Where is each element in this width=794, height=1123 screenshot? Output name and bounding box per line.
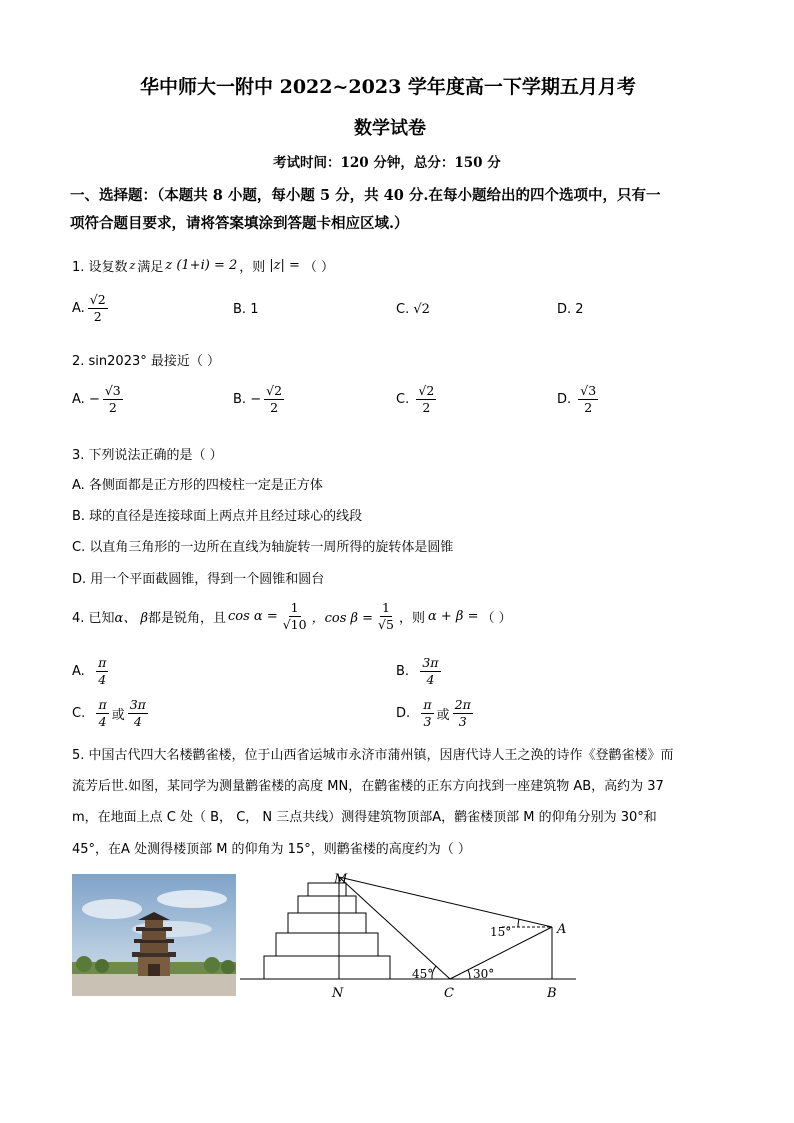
section-heading-line1: 一、选择题：（本题共 8 小题，每小题 5 分，共 40 分.在每小题给出的四个选项中，只有一 <box>70 187 661 204</box>
q4-b-den: 4 <box>426 672 435 688</box>
section-heading-line2: 项符合题目要求，请将答案填涂到答题卡相应区域.） <box>70 215 409 232</box>
q4-vars: α、 β <box>114 611 148 627</box>
q4-option-b <box>396 656 444 688</box>
label-angle-15: 15° <box>490 925 512 939</box>
label-angle-30: 30° <box>473 967 495 981</box>
q2-a-fraction <box>103 384 123 416</box>
question-5-line2: 流芳后世.如图，某同学为测量鹳雀楼的高度 MN，在鹳雀楼的正东方向找到一座建筑物 AB，高约为 37 <box>72 779 664 794</box>
q1-option-a-fraction <box>88 293 108 325</box>
segment-MC <box>339 877 450 979</box>
q4-d-fraction-1 <box>421 698 433 730</box>
q2-b-sign: − <box>250 392 262 408</box>
tower-tier-2 <box>276 933 378 956</box>
q1-option-b <box>233 302 258 317</box>
q3-option-a: A. 各侧面都是正方形的四棱柱一定是正方体 <box>72 478 323 493</box>
q4-c-num1: π <box>96 698 108 714</box>
label-N: N <box>332 986 344 1001</box>
q4-d-label: D. <box>396 706 411 722</box>
label-angle-45: 45° <box>412 967 434 981</box>
q4-d-or: 或 <box>436 708 450 724</box>
question-1-stem <box>72 256 334 275</box>
q1-a-num: √2 <box>88 293 108 309</box>
q2-d-label: D. <box>557 392 572 408</box>
q3-option-c: C. 以直角三角形的一边所在直线为轴旋转一周所得的旋转体是圆锥 <box>72 540 454 555</box>
q1-abs: |z| = <box>269 258 300 273</box>
q4-a-label: A. <box>72 664 85 680</box>
q3-option-b: B. 球的直径是连接球面上两点并且经过球心的线段 <box>72 509 363 524</box>
q4-b-num: 3π <box>420 656 440 672</box>
q2-c-den: 2 <box>422 400 431 416</box>
q1-option-c-label: C. <box>396 302 410 317</box>
label-C: C <box>444 986 454 1001</box>
geometry-diagram <box>236 866 580 1002</box>
q4-ask: α + β = <box>427 609 479 625</box>
q4-c-fraction-2 <box>128 698 148 730</box>
q2-option-b <box>233 384 287 416</box>
q4-mid: 都是锐角，且 <box>147 611 226 627</box>
q2-d-num: √3 <box>578 384 598 400</box>
q2-option-d <box>557 384 601 416</box>
q4-cos-alpha-fraction <box>281 601 309 633</box>
q4-d-num1: π <box>421 698 433 714</box>
q1-option-a-label: A. <box>72 301 85 317</box>
tower-tier-1 <box>264 956 390 979</box>
q2-c-num: √2 <box>416 384 436 400</box>
q1-option-a <box>72 293 111 325</box>
q2-a-label: A. <box>72 392 85 408</box>
question-5-line4: 45°，在A 处测得楼顶部 M 的仰角为 15°，则鹳雀楼的高度约为（ ） <box>72 842 471 857</box>
tower-tier-4 <box>298 896 356 913</box>
q4-cb-den: √5 <box>378 617 394 633</box>
q4-c-den2: 4 <box>133 714 142 730</box>
q4-d-num2: 2π <box>453 698 473 714</box>
q2-d-den: 2 <box>584 400 593 416</box>
q1-option-d <box>557 302 584 317</box>
q1-prefix: 1. 设复数 <box>72 260 128 275</box>
label-M: M <box>334 872 348 887</box>
question-3-stem: 3. 下列说法正确的是（ ） <box>72 448 223 463</box>
q4-d-den2: 3 <box>458 714 467 730</box>
q2-option-c <box>396 384 439 416</box>
q1-option-d-value: 2 <box>575 302 584 317</box>
question-5-line3: m，在地面上点 C 处（ B， C， N 三点共线）测得建筑物顶部A，鹳雀楼顶部 M 的仰角分别为 30°和 <box>72 810 657 825</box>
q1-a-den: 2 <box>93 309 102 325</box>
q2-b-label: B. <box>233 392 247 408</box>
q4-ca-den: √10 <box>282 617 307 633</box>
q1-blank: （ ） <box>303 260 335 275</box>
q2-d-fraction <box>578 384 598 416</box>
q4-c-den1: 4 <box>98 714 107 730</box>
q4-blank: （ ） <box>481 611 512 627</box>
question-2-stem: 2. sin2023° 最接近（ ） <box>72 354 221 369</box>
q2-b-num: √2 <box>264 384 284 400</box>
q1-condition: z (1+i) = 2 <box>165 258 238 273</box>
q4-b-fraction <box>420 656 440 688</box>
question-5-line1: 5. 中国古代四大名楼鹳雀楼，位于山西省运城市永济市蒲州镇，因唐代诗人王之涣的诗作《登鹳雀楼》而 <box>72 748 674 763</box>
page-subtitle: 数学试卷 <box>354 118 426 139</box>
q4-a-den: 4 <box>98 672 107 688</box>
page-title: 华中师大一附中 2022~2023 学年度高一下学期五月月考 <box>140 76 636 98</box>
angle-arc-30 <box>468 970 470 979</box>
angle-arc-15 <box>518 919 519 927</box>
q1-option-b-label: B. <box>233 302 247 317</box>
tower-tier-3 <box>288 913 366 933</box>
q1-option-b-value: 1 <box>250 302 259 317</box>
q4-c-or: 或 <box>111 708 125 724</box>
q4-c-fraction-1 <box>96 698 108 730</box>
q1-option-c <box>396 302 430 317</box>
tower-photo-drawing <box>72 874 236 996</box>
q1-sep: ，则 <box>239 260 266 275</box>
q4-a-num: π <box>96 656 108 672</box>
q2-a-den: 2 <box>108 400 117 416</box>
q4-b-label: B. <box>396 664 410 680</box>
q2-a-num: √3 <box>103 384 123 400</box>
q4-cos-beta: ，cos β = <box>311 611 374 627</box>
q4-a-fraction <box>96 656 108 688</box>
q2-b-fraction <box>264 384 284 416</box>
label-B: B <box>547 986 557 1001</box>
q2-c-label: C. <box>396 392 410 408</box>
label-A: A <box>557 922 567 937</box>
q4-option-d <box>396 698 476 730</box>
q4-cb-num: 1 <box>380 601 392 617</box>
exam-info: 考试时间：120 分钟，总分：150 分 <box>273 155 501 171</box>
q1-var: z <box>129 259 136 272</box>
question-4-stem <box>72 601 512 633</box>
q2-b-den: 2 <box>270 400 279 416</box>
q4-cos-alpha: cos α = <box>228 609 278 625</box>
q3-option-d: D. 用一个平面截圆锥，得到一个圆锥和圆台 <box>72 572 325 587</box>
q4-cos-beta-fraction <box>376 601 396 633</box>
q4-c-label: C. <box>72 706 86 722</box>
q4-c-num2: 3π <box>128 698 148 714</box>
q4-tail: ，则 <box>398 611 425 627</box>
q4-option-a <box>72 656 111 688</box>
q2-c-fraction <box>416 384 436 416</box>
q1-option-d-label: D. <box>557 302 572 317</box>
q4-ca-num: 1 <box>289 601 301 617</box>
q1-mid: 满足 <box>137 260 164 275</box>
q4-d-den1: 3 <box>423 714 432 730</box>
segment-MA <box>339 877 552 927</box>
q4-prefix: 4. 已知 <box>72 611 115 627</box>
q1-option-c-value: √2 <box>413 302 430 317</box>
tower-photo <box>72 874 236 996</box>
q2-a-sign: − <box>88 392 100 408</box>
q4-d-fraction-2 <box>453 698 473 730</box>
q4-option-c <box>72 698 151 730</box>
q2-option-a <box>72 384 126 416</box>
